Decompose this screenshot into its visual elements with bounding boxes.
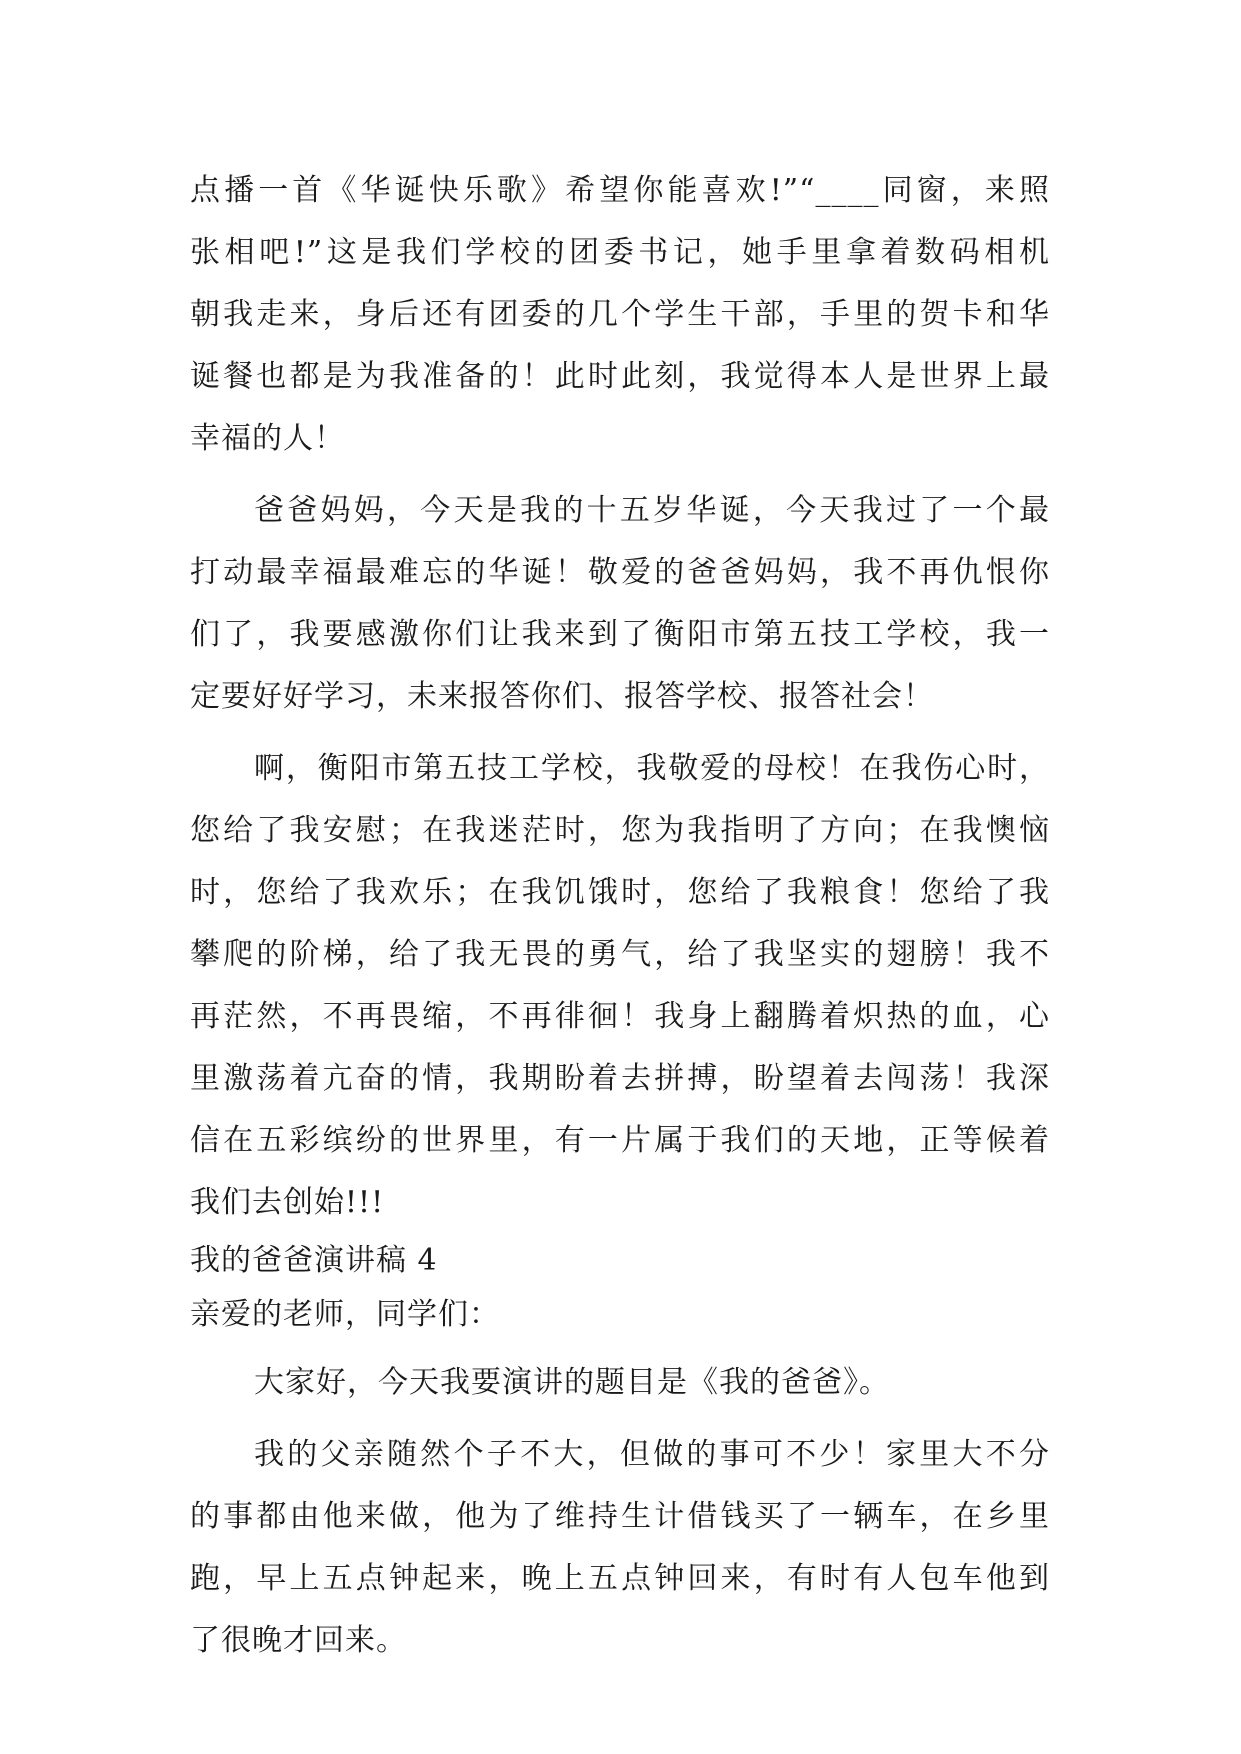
salutation: 亲爱的老师，同学们： xyxy=(190,1297,500,1332)
text-line: 们了，我要感激你们让我来到了衡阳市第五技工学校，我一 xyxy=(190,617,1050,652)
paragraph-father xyxy=(190,1424,1050,1672)
text-line: 啊，衡阳市第五技工学校，我敬爱的母校！在我伤心时， xyxy=(254,751,1050,786)
text-line: 定要好好学习，未来报答你们、报答学校、报答社会！ xyxy=(190,679,934,714)
text-line: 我的父亲随然个子不大，但做的事可不少！家里大不分 xyxy=(254,1437,1050,1472)
paragraph-alma-mater xyxy=(190,738,1050,1234)
paragraph-parents xyxy=(190,480,1050,728)
text-line: 跑，早上五点钟起来，晚上五点钟回来，有时有人包车他到 xyxy=(190,1561,1050,1596)
text-line: 再茫然，不再畏缩，不再徘徊！我身上翻腾着炽热的血，心 xyxy=(190,999,1050,1034)
text-line: 诞餐也都是为我准备的！此时此刻，我觉得本人是世界上最 xyxy=(190,359,1050,394)
text-line: 幸福的人！ xyxy=(190,421,345,456)
paragraph-birthday-surprise xyxy=(190,160,1050,470)
text-line: 朝我走来，身后还有团委的几个学生干部，手里的贺卡和华 xyxy=(190,297,1050,332)
text-line: 信在五彩缤纷的世界里，有一片属于我们的天地，正等候着 xyxy=(190,1123,1050,1158)
paragraph-intro xyxy=(190,1352,1050,1414)
text-line: 张相吧!”这是我们学校的团委书记，她手里拿着数码相机 xyxy=(190,235,1050,270)
text-line: 爸爸妈妈，今天是我的十五岁华诞，今天我过了一个最 xyxy=(254,493,1050,528)
text-line: 了很晚才回来。 xyxy=(190,1623,407,1658)
text-line: 点播一首《华诞快乐歌》希望你能喜欢!”“____同窗，来照 xyxy=(190,173,1050,208)
text-line: 的事都由他来做，他为了维持生计借钱买了一辆车，在乡里 xyxy=(190,1499,1050,1534)
section-title: 我的爸爸演讲稿 4 xyxy=(190,1243,438,1278)
text-line: 里激荡着亢奋的情，我期盼着去拼搏，盼望着去闯荡！我深 xyxy=(190,1061,1050,1096)
text-line: 您给了我安慰；在我迷茫时，您为我指明了方向；在我懊恼 xyxy=(190,813,1050,848)
text-line: 攀爬的阶梯，给了我无畏的勇气，给了我坚实的翅膀！我不 xyxy=(190,937,1050,972)
text-line: 打动最幸福最难忘的华诞！敬爱的爸爸妈妈，我不再仇恨你 xyxy=(190,555,1050,590)
text-line: 大家好，今天我要演讲的题目是《我的爸爸》。 xyxy=(254,1365,890,1400)
text-line: 时，您给了我欢乐；在我饥饿时，您给了我粮食！您给了我 xyxy=(190,875,1050,910)
text-line: 我们去创始!!! xyxy=(190,1185,385,1220)
document-body xyxy=(190,160,1050,1672)
